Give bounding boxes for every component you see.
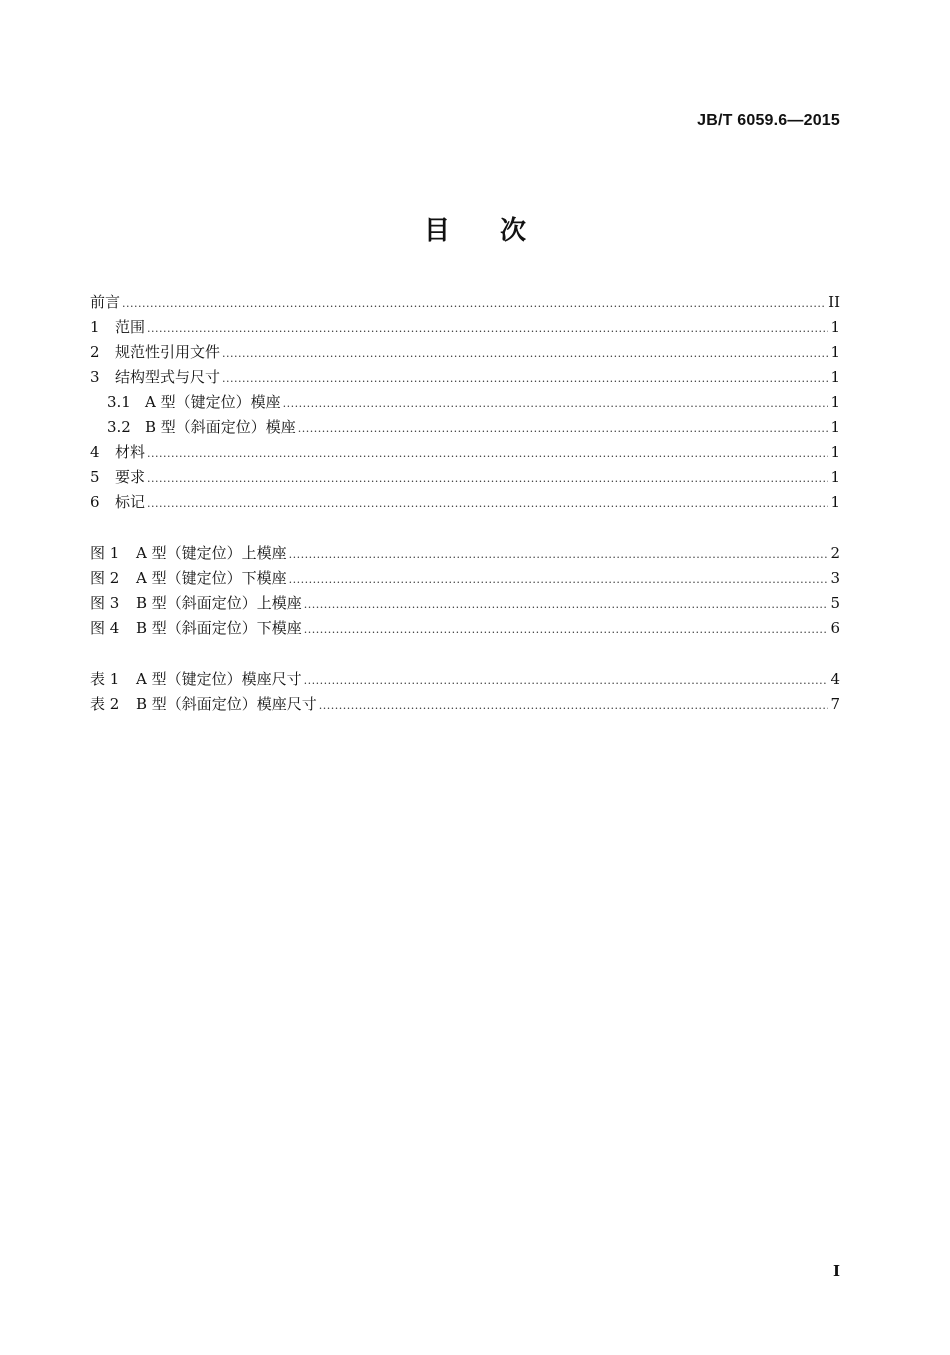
title-char-2: 次	[500, 216, 527, 246]
leader-dots	[147, 466, 828, 491]
leader-dots	[147, 316, 828, 341]
leader-dots	[283, 391, 829, 416]
toc-entry-page: 7	[830, 695, 840, 713]
leader-dots	[298, 416, 829, 441]
toc-entry-label: 规范性引用文件	[115, 343, 221, 361]
toc-entry-number: 图 3	[90, 594, 120, 612]
toc-entry-label: B 型（斜面定位）模座尺寸	[136, 695, 317, 713]
toc-entry-section-2[interactable]	[90, 340, 840, 365]
toc-entry-section-5[interactable]	[90, 465, 840, 490]
toc-entry-page: 6	[830, 619, 840, 637]
toc-entry-figure-3[interactable]	[90, 591, 840, 616]
toc-entry-page: 1	[830, 393, 840, 411]
toc-entry-page: 5	[830, 594, 840, 612]
leader-dots	[147, 491, 828, 516]
toc-entry-number: 表 1	[90, 670, 120, 688]
toc-entry-label: A 型（键定位）模座尺寸	[136, 670, 302, 688]
toc-entry-figure-4[interactable]	[90, 616, 840, 641]
toc-entry-number: 5	[90, 468, 100, 486]
toc-entry-page: 2	[830, 544, 840, 562]
toc-entry-label: B 型（斜面定位）模座	[145, 418, 296, 436]
leader-dots	[304, 668, 829, 693]
toc-entry-number: 3.2	[107, 418, 131, 436]
toc-entry-section-3-1[interactable]	[90, 390, 840, 415]
toc-entry-number: 3	[90, 368, 100, 386]
toc-entry-number: 4	[90, 443, 100, 461]
toc-entry-number: 2	[90, 343, 100, 361]
toc-entry-page: 4	[830, 670, 840, 688]
toc-entry-label: 前言	[90, 293, 121, 311]
toc-entry-number: 1	[90, 318, 100, 336]
toc-entry-label: A 型（键定位）模座	[145, 393, 281, 411]
toc-entry-label: B 型（斜面定位）下模座	[136, 619, 302, 637]
page-number: I	[832, 1262, 840, 1280]
toc-entry-foreword[interactable]	[90, 290, 840, 315]
leader-dots	[222, 366, 828, 391]
toc-entry-number: 表 2	[90, 695, 120, 713]
leader-dots	[147, 441, 828, 466]
leader-dots	[222, 341, 828, 366]
title-char-1: 目	[423, 216, 450, 246]
table-of-contents	[90, 290, 840, 717]
toc-entry-section-3-2[interactable]	[90, 415, 840, 440]
toc-entry-figure-1[interactable]	[90, 541, 840, 566]
toc-entry-page: 1	[830, 443, 840, 461]
toc-tables	[90, 667, 840, 717]
toc-entry-section-4[interactable]	[90, 440, 840, 465]
toc-entry-label: B 型（斜面定位）上模座	[136, 594, 302, 612]
toc-entry-page: 1	[830, 493, 840, 511]
toc-entry-label: 标记	[115, 493, 146, 511]
toc-entry-page: 1	[830, 418, 840, 436]
toc-entry-number: 图 2	[90, 569, 120, 587]
leader-dots	[304, 592, 829, 617]
toc-entry-section-1[interactable]	[90, 315, 840, 340]
toc-entry-page: 3	[830, 569, 840, 587]
page-title	[0, 210, 950, 247]
toc-entry-page: 1	[830, 318, 840, 336]
toc-figures	[90, 541, 840, 641]
toc-sections	[90, 290, 840, 515]
toc-entry-label: 材料	[115, 443, 146, 461]
standard-code: JB/T 6059.6—2015	[697, 112, 840, 129]
leader-dots	[289, 542, 829, 567]
leader-dots	[304, 617, 829, 642]
toc-entry-number: 图 4	[90, 619, 120, 637]
leader-dots	[319, 693, 829, 718]
toc-entry-label: 范围	[115, 318, 146, 336]
toc-entry-figure-2[interactable]	[90, 566, 840, 591]
toc-entry-page: II	[828, 293, 840, 311]
toc-entry-number: 图 1	[90, 544, 120, 562]
toc-entry-table-1[interactable]	[90, 667, 840, 692]
toc-entry-table-2[interactable]	[90, 692, 840, 717]
toc-entry-label: 要求	[115, 468, 146, 486]
toc-entry-page: 1	[830, 468, 840, 486]
toc-entry-number: 6	[90, 493, 100, 511]
toc-entry-number: 3.1	[107, 393, 131, 411]
toc-entry-label: A 型（键定位）上模座	[136, 544, 287, 562]
leader-dots	[122, 291, 826, 316]
toc-entry-page: 1	[830, 368, 840, 386]
toc-entry-label: A 型（键定位）下模座	[136, 569, 287, 587]
toc-entry-label: 结构型式与尺寸	[115, 368, 221, 386]
leader-dots	[289, 567, 829, 592]
toc-entry-section-3[interactable]	[90, 365, 840, 390]
toc-entry-section-6[interactable]	[90, 490, 840, 515]
toc-entry-page: 1	[830, 343, 840, 361]
